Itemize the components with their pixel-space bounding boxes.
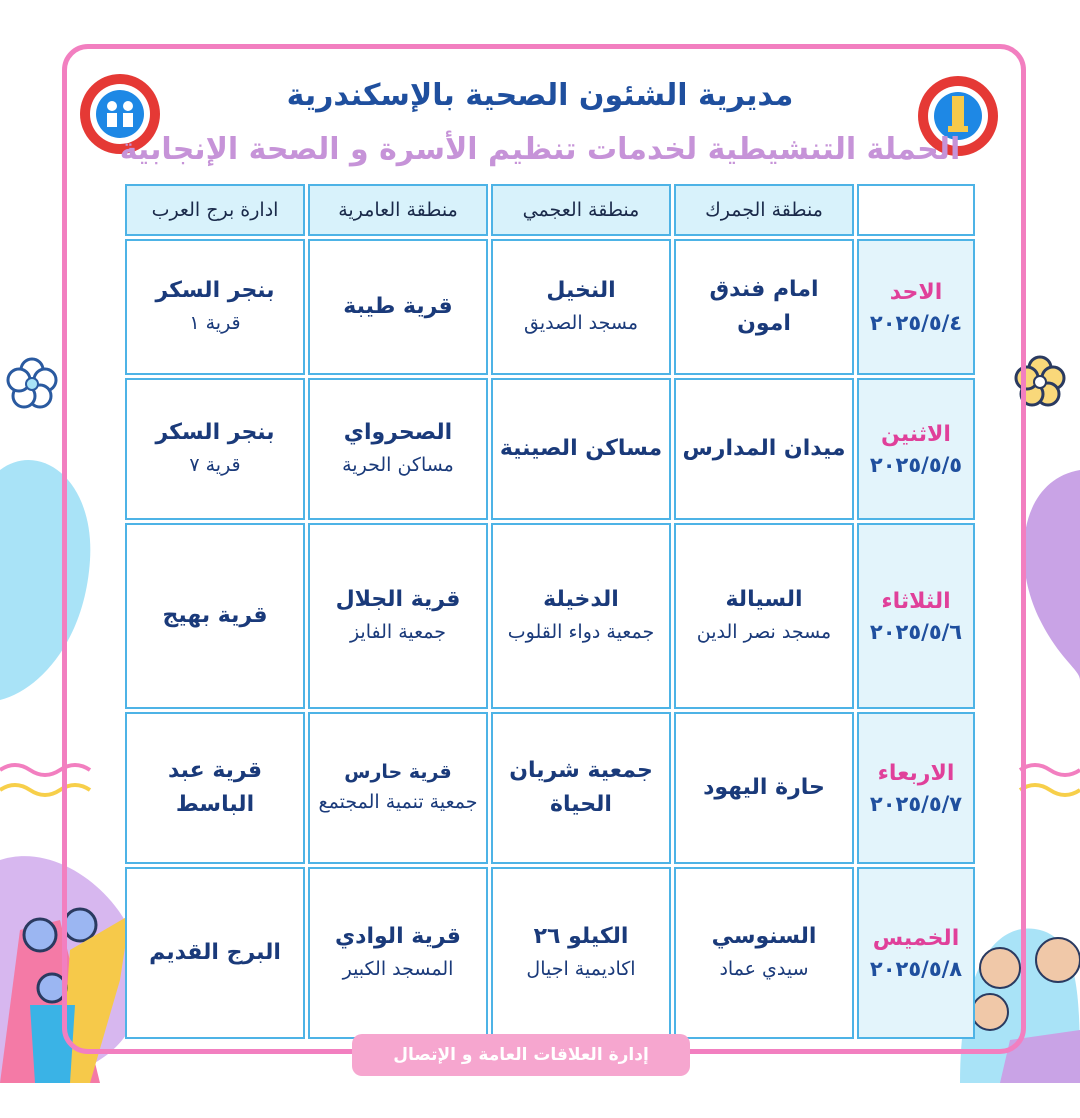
location-primary: الكيلو ٢٦	[533, 924, 629, 950]
location-primary: ميدان المدارس	[682, 435, 846, 461]
location-secondary: مساكن الحرية	[342, 454, 454, 477]
day-cell	[857, 378, 975, 520]
page-title: مديرية الشئون الصحية بالإسكندرية	[286, 78, 794, 113]
day-date: ٢٠٢٥/٥/٨	[869, 956, 963, 981]
location-primary: السنوسي	[711, 924, 817, 950]
location-secondary: قرية ٧	[189, 454, 241, 477]
location-cell	[491, 867, 671, 1039]
location-cell	[125, 867, 305, 1039]
location-cell	[674, 523, 854, 709]
location-cell	[308, 523, 488, 709]
location-secondary: المسجد الكبير	[342, 958, 454, 981]
location-secondary: جمعية دواء القلوب	[507, 621, 655, 644]
location-cell	[308, 378, 488, 520]
column-header: ادارة برج العرب	[125, 184, 305, 236]
location-primary: قرية طيبة	[343, 293, 453, 319]
location-primary: قرية حارس	[344, 760, 452, 783]
location-secondary: جمعية تنمية المجتمع	[318, 791, 478, 814]
location-cell	[674, 378, 854, 520]
location-secondary: جمعية الفايز	[349, 621, 447, 644]
pink-wave-right	[1020, 765, 1080, 775]
yellow-wave-right	[1020, 785, 1080, 795]
location-cell	[674, 867, 854, 1039]
day-name: الثلاثاء	[881, 588, 951, 614]
location-primary: بنجر السكر	[155, 420, 275, 446]
column-header: منطقة الجمرك	[674, 184, 854, 236]
location-cell	[308, 712, 488, 864]
day-cell	[857, 712, 975, 864]
column-header: منطقة العامرية	[308, 184, 488, 236]
location-primary: قرية الجلال	[335, 587, 461, 613]
location-cell	[125, 239, 305, 375]
day-date: ٢٠٢٥/٥/٥	[869, 452, 963, 477]
location-cell	[125, 378, 305, 520]
location-primary: البرج القديم	[149, 939, 281, 965]
location-secondary: اكاديمية اجيال	[526, 958, 636, 981]
header-corner-cell	[857, 184, 975, 236]
day-date: ٢٠٢٥/٥/٧	[869, 791, 963, 816]
location-cell	[491, 378, 671, 520]
column-header: منطقة العجمي	[491, 184, 671, 236]
table-row	[125, 867, 975, 1039]
location-secondary: سيدي عماد	[719, 958, 809, 981]
location-primary: قرية الوادي	[335, 924, 461, 950]
table-header-row	[125, 184, 975, 236]
day-name: الاثنين	[881, 421, 951, 447]
day-name: الاربعاء	[877, 760, 955, 786]
location-cell	[308, 867, 488, 1039]
day-cell	[857, 523, 975, 709]
location-primary: قرية عبد الباسط	[167, 757, 263, 817]
location-secondary: مسجد الصديق	[523, 312, 639, 335]
table-row	[125, 712, 975, 864]
day-date: ٢٠٢٥/٥/٦	[869, 619, 963, 644]
table-row	[125, 239, 975, 375]
location-primary: قرية بهيج	[162, 602, 268, 628]
schedule-table	[122, 181, 978, 1042]
location-cell	[125, 523, 305, 709]
flower-icon-left	[8, 359, 56, 407]
location-cell	[491, 239, 671, 375]
location-primary: مساكن الصينية	[499, 435, 663, 461]
location-cell	[491, 523, 671, 709]
location-primary: السيالة	[725, 587, 803, 613]
purple-blob-right	[1024, 470, 1080, 680]
day-cell	[857, 239, 975, 375]
location-cell	[674, 239, 854, 375]
location-primary: حارة اليهود	[703, 774, 825, 800]
footer-label: إدارة العلاقات العامة و الإتصال السياسي	[352, 1034, 690, 1076]
day-name: الاحد	[889, 279, 943, 305]
day-name: الخميس	[872, 925, 960, 951]
page-subtitle: الحملة التنشيطية لخدمات تنظيم الأسرة و الصحة الإنجابية	[119, 132, 961, 167]
table-row	[125, 378, 975, 520]
location-cell	[308, 239, 488, 375]
location-primary: جمعية شريان الحياة	[509, 757, 653, 817]
location-secondary: مسجد نصر الدين	[696, 621, 832, 644]
location-primary: الصحرواي	[343, 420, 453, 446]
location-secondary: قرية ١	[189, 312, 241, 335]
location-cell	[491, 712, 671, 864]
table-row	[125, 523, 975, 709]
location-primary: الدخيلة	[543, 587, 619, 613]
location-primary: بنجر السكر	[155, 278, 275, 304]
day-date: ٢٠٢٥/٥/٤	[869, 310, 963, 335]
location-cell	[674, 712, 854, 864]
location-primary: النخيل	[546, 278, 616, 304]
location-primary: امام فندق امون	[709, 276, 819, 336]
day-cell	[857, 867, 975, 1039]
location-cell	[125, 712, 305, 864]
